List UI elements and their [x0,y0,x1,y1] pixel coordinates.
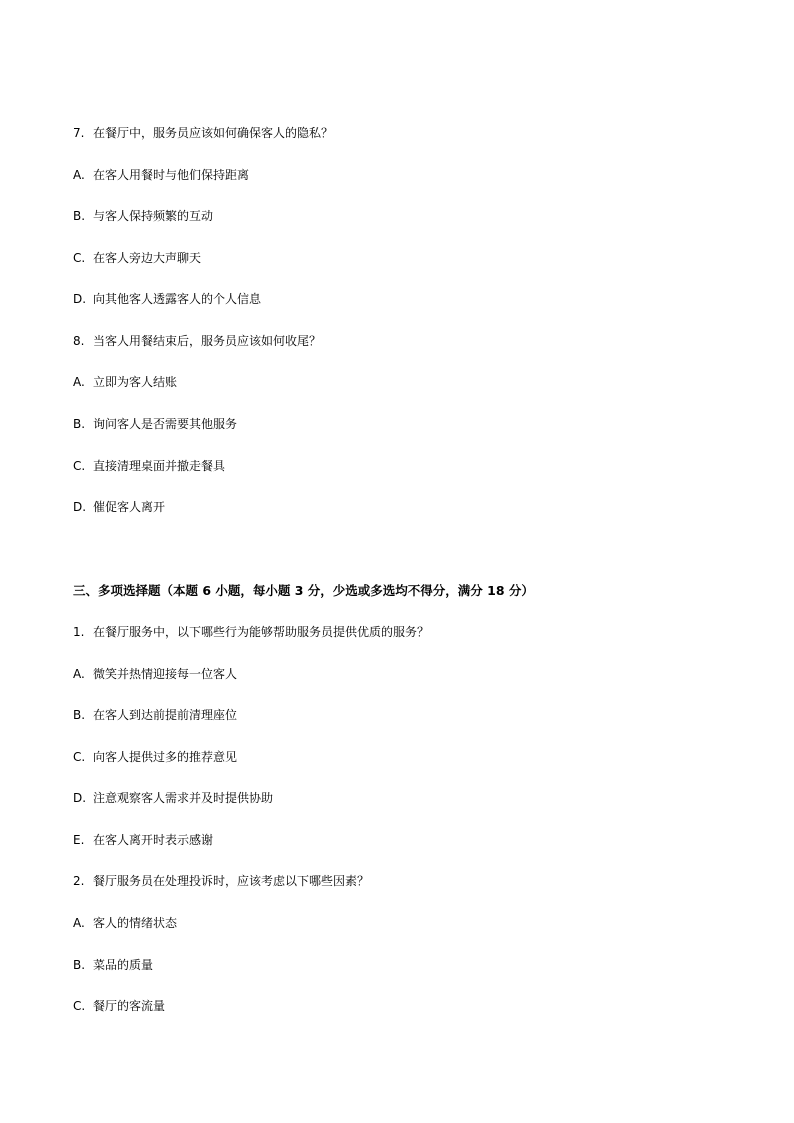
option-7c [73,250,201,266]
question-2 [73,873,369,889]
option-2a [73,915,177,931]
option-label: B. [73,708,86,722]
question-text: 在餐厅服务中，以下哪些行为能够帮助服务员提供优质的服务？ [93,625,430,639]
option-2b [73,957,153,973]
question-text: 在餐厅中，服务员应该如何确保客人的隐私？ [93,126,334,140]
option-text: 与客人保持频繁的互动 [93,209,214,223]
option-text: 询问客人是否需要其他服务 [93,417,238,431]
question-text: 当客人用餐结束后，服务员应该如何收尾？ [93,334,322,348]
option-text: 向其他客人透露客人的个人信息 [93,292,262,306]
question-number: 2. [73,874,85,888]
option-text: 催促客人离开 [93,500,166,514]
option-1d [73,790,273,806]
question-number: 7. [73,126,85,140]
option-text: 餐厅的客流量 [93,999,166,1013]
option-label: B. [73,209,86,223]
option-2c [73,998,165,1014]
option-1c [73,749,237,765]
option-text: 向客人提供过多的推荐意见 [93,750,238,764]
option-text: 在客人离开时表示感谢 [93,833,214,847]
option-8a [73,374,177,390]
option-7d [73,291,261,307]
option-1e [73,832,213,848]
option-text: 菜品的质量 [93,958,154,972]
option-text: 注意观察客人需求并及时提供协助 [93,791,274,805]
option-label: D. [73,791,87,805]
option-1a [73,666,237,682]
option-1b [73,707,237,723]
option-label: E. [73,833,85,847]
question-text: 餐厅服务员在处理投诉时，应该考虑以下哪些因素？ [93,874,370,888]
option-label: A. [73,375,85,389]
option-text: 立即为客人结账 [93,375,178,389]
option-text: 在客人用餐时与他们保持距离 [93,168,250,182]
question-number: 1. [73,625,85,639]
option-label: C. [73,251,86,265]
option-8d [73,499,165,515]
option-label: D. [73,292,87,306]
option-text: 直接清理桌面并撤走餐具 [93,459,226,473]
question-8 [73,333,321,349]
option-label: C. [73,999,86,1013]
option-text: 客人的情绪状态 [93,916,178,930]
option-label: B. [73,417,86,431]
option-8b [73,416,237,432]
option-label: A. [73,168,85,182]
option-label: A. [73,916,85,930]
option-label: B. [73,958,86,972]
option-8c [73,458,225,474]
option-label: C. [73,750,86,764]
option-text: 在客人旁边大声聊天 [93,251,202,265]
section-heading: 三、多项选择题（本题 6 小题，每小题 3 分，少选或多选均不得分，满分 18 分） [73,583,534,598]
option-text: 微笑并热情迎接每一位客人 [93,667,238,681]
option-label: A. [73,667,85,681]
question-1 [73,624,429,640]
question-7 [73,125,333,141]
option-text: 在客人到达前提前清理座位 [93,708,238,722]
option-label: C. [73,459,86,473]
question-number: 8. [73,334,85,348]
option-7b [73,208,213,224]
option-7a [73,167,249,183]
option-label: D. [73,500,87,514]
